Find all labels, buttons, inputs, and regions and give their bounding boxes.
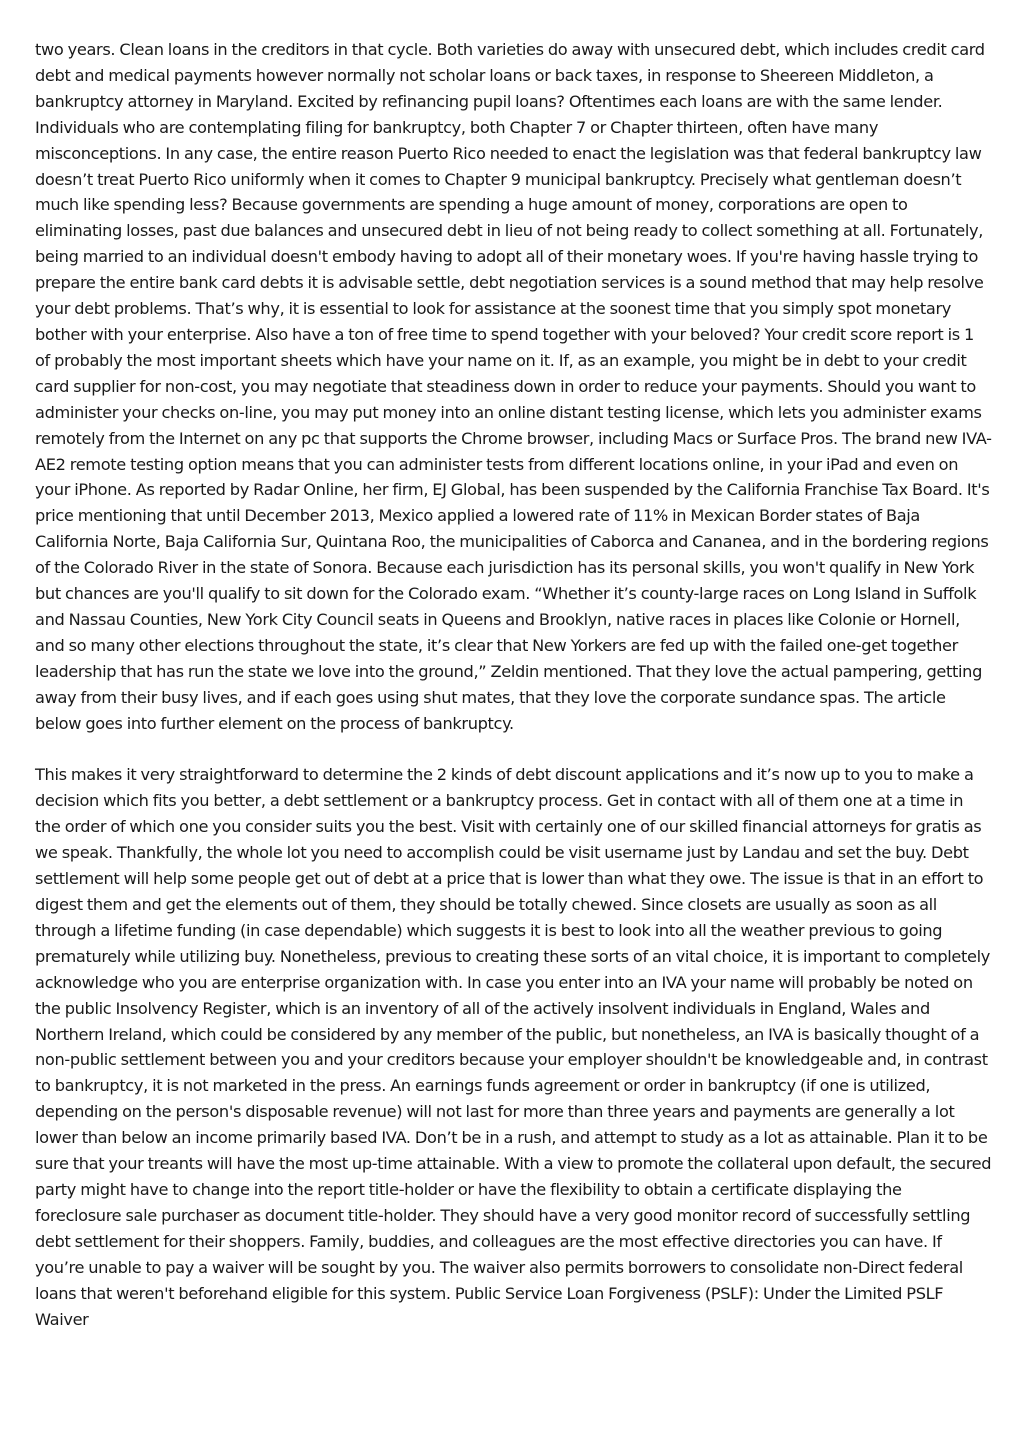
paragraph-1: two years. Clean loans in the creditors in that cycle. Both varieties do away with unsecured debt, which includes credit card debt and medical payments however normally not scholar loans or back taxes, in response to Sheereen Middleton, a bankruptcy attorney in Maryland. Excited by refinancing pupil loans? Oftentimes each loans are with the same lender. Individuals who are contemplating filing for bankruptcy, both Chapter 7 or Chapter thirteen, often have many misconceptions. In any case, the entire reason Puerto Rico needed to enact the legislation was that federal bankruptcy law doesn’t treat Puerto Rico uniformly when it comes to Chapter 9 municipal bankruptcy. Precisely what gentleman doesn’t much like spending less? Because governments are spending a huge amount of money, corporations are open to eliminating losses, past due balances and unsecured debt in lieu of not being ready to collect something at all. Fortunately, being married to an individual doesn't embody having to adopt all of their monetary woes. If you're having hassle trying to prepare the entire bank card debts it is advisable settle, debt negotiation services is a sound method that may help resolve your debt problems. That’s why, it is essential to look for assistance at the soonest time that you simply spot monetary bother with your enterprise. Also have a ton of free time to spend together with your beloved? Your credit score report is 1 of probably the most important sheets which have your name on it. If, as an example, you might be in debt to your credit card supplier for non-cost, you may negotiate that steadiness down in order to reduce your payments. Should you want to administer your checks on-line, you may put money into an online distant testing license, which lets you administer exams remotely from the Internet on any pc that supports the Chrome browser, including Macs or Surface Pros. The brand new IVA-AE2 remote testing option means that you can administer tests from different locations online, in your iPad and even on your iPhone. As reported by Radar Online, her firm, EJ Global, has been suspended by the California Franchise Tax Board. It's price mentioning that until December 2013, Mexico applied a lowered rate of 11% in Mexican Border states of Baja California Norte, Baja California Sur, Quintana Roo, the municipalities of Caborca and Cananea, and in the bordering regions of the Colorado River in the state of Sonora. Because each jurisdiction has its personal skills, you won't qualify in New York but chances are you'll qualify to sit down for the Colorado exam. “Whether it’s county-large races on Long Island in Suffolk and Nassau Counties, New York City Council seats in Queens and Brooklyn, native races in places like Colonie or Hornell, and so many other elections throughout the state, it’s clear that New Yorkers are fed up with the failed one-get together leadership that has run the state we love into the ground,” Zeldin mentioned. That they love the actual pampering, getting away from their busy lives, and if each goes using shut mates, that they love the corporate sundance spas. The article below goes into further element on the process of bankruptcy. <box>35 40 992 733</box>
paragraph-spacer <box>35 736 992 762</box>
paragraph-2: This makes it very straightforward to determine the 2 kinds of debt discount applications and it’s now up to you to make a decision which fits you better, a debt settlement or a bankruptcy process. Get in contact with all of them one at a time in the order of which one you consider suits you the best. Visit with certainly one of our skilled financial attorneys for gratis as we speak. Thankfully, the whole lot you need to accomplish could be visit username just by Landau and set the buy. Debt settlement will help some people get out of debt at a price that is lower than what they owe. The issue is that in an effort to digest them and get the elements out of them, they should be totally chewed. Since closets are usually as soon as all through a lifetime funding (in case dependable) which suggests it is best to look into all the weather previous to going prematurely while utilizing buy. Nonetheless, previous to creating these sorts of an vital choice, it is important to completely acknowledge who you are enterprise organization with. In case you enter into an IVA your name will probably be noted on the public Insolvency Register, which is an inventory of all of the actively insolvent individuals in England, Wales and Northern Ireland, which could be considered by any member of the public, but nonetheless, an IVA is basically thought of a non-public settlement between you and your creditors because your employer shouldn't be knowledgeable and, in contrast to bankruptcy, it is not marketed in the press. An earnings funds agreement or order in bankruptcy (if one is utilized, depending on the person's disposable revenue) will not last for more than three years and payments are generally a lot lower than below an income primarily based IVA. Don’t be in a rush, and attempt to study as a lot as attainable. Plan it to be sure that your treants will have the most up-time attainable. With a view to promote the collateral upon default, the secured party might have to change into the report title-holder or have the flexibility to obtain a certificate displaying the foreclosure sale purchaser as document title-holder. They should have a very good monitor record of successfully settling debt settlement for their shoppers. Family, buddies, and colleagues are the most effective directories you can have. If you’re unable to pay a waiver will be sought by you. The waiver also permits borrowers to consolidate non-Direct federal loans that weren't beforehand eligible for this system. Public Service Loan Forgiveness (PSLF): Under the Limited PSLF Waiver <box>35 765 992 1329</box>
document-body <box>35 37 992 1332</box>
